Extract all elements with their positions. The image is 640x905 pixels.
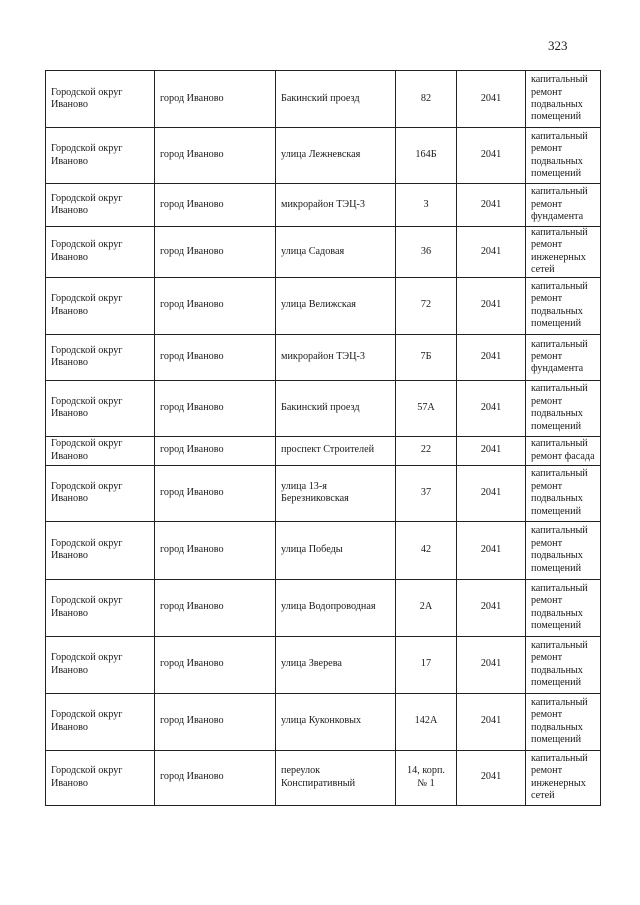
street-cell: улица Куконковых <box>276 693 396 750</box>
house-number-cell: 72 <box>396 277 457 334</box>
year-cell: 2041 <box>457 436 526 465</box>
table-row <box>46 521 601 579</box>
okrug-cell: Городской округ Иваново <box>46 465 155 521</box>
work-type-cell: капитальный ремонт подвальных помещений <box>526 521 601 579</box>
city-cell: город Иваново <box>155 128 276 184</box>
repair-schedule-table <box>45 70 601 806</box>
house-number-cell: 37 <box>396 465 457 521</box>
okrug-cell: Городской округ Иваново <box>46 380 155 436</box>
okrug-cell: Городской округ Иваново <box>46 334 155 380</box>
work-type-cell: капитальный ремонт фундамента <box>526 184 601 227</box>
okrug-cell: Городской округ Иваново <box>46 71 155 128</box>
street-cell: Бакинский проезд <box>276 71 396 128</box>
okrug-cell: Городской округ Иваново <box>46 277 155 334</box>
year-cell: 2041 <box>457 277 526 334</box>
table-row <box>46 380 601 436</box>
city-cell: город Иваново <box>155 750 276 805</box>
work-type-cell: капитальный ремонт подвальных помещений <box>526 128 601 184</box>
year-cell: 2041 <box>457 465 526 521</box>
house-number-cell: 3 <box>396 184 457 227</box>
okrug-cell: Городской округ Иваново <box>46 436 155 465</box>
street-cell: улица Лежневская <box>276 128 396 184</box>
house-number-cell: 2А <box>396 579 457 636</box>
year-cell: 2041 <box>457 693 526 750</box>
street-cell: переулок Конспиративный <box>276 750 396 805</box>
table-row <box>46 465 601 521</box>
house-number-cell: 42 <box>396 521 457 579</box>
table-row <box>46 693 601 750</box>
okrug-cell: Городской округ Иваново <box>46 750 155 805</box>
table-row <box>46 227 601 278</box>
street-cell: улица Зверева <box>276 636 396 693</box>
city-cell: город Иваново <box>155 521 276 579</box>
city-cell: город Иваново <box>155 636 276 693</box>
okrug-cell: Городской округ Иваново <box>46 693 155 750</box>
year-cell: 2041 <box>457 71 526 128</box>
okrug-cell: Городской округ Иваново <box>46 227 155 278</box>
okrug-cell: Городской округ Иваново <box>46 636 155 693</box>
year-cell: 2041 <box>457 128 526 184</box>
work-type-cell: капитальный ремонт подвальных помещений <box>526 71 601 128</box>
work-type-cell: капитальный ремонт подвальных помещений <box>526 277 601 334</box>
house-number-cell: 14, корп. № 1 <box>396 750 457 805</box>
year-cell: 2041 <box>457 579 526 636</box>
year-cell: 2041 <box>457 380 526 436</box>
house-number-cell: 164Б <box>396 128 457 184</box>
table-row <box>46 334 601 380</box>
table-row <box>46 436 601 465</box>
street-cell: улица Велижская <box>276 277 396 334</box>
house-number-cell: 22 <box>396 436 457 465</box>
city-cell: город Иваново <box>155 184 276 227</box>
okrug-cell: Городской округ Иваново <box>46 521 155 579</box>
house-number-cell: 57А <box>396 380 457 436</box>
city-cell: город Иваново <box>155 693 276 750</box>
year-cell: 2041 <box>457 227 526 278</box>
street-cell: улица Водопроводная <box>276 579 396 636</box>
city-cell: город Иваново <box>155 71 276 128</box>
table-row <box>46 579 601 636</box>
city-cell: город Иваново <box>155 380 276 436</box>
work-type-cell: капитальный ремонт инженерных сетей <box>526 750 601 805</box>
year-cell: 2041 <box>457 750 526 805</box>
okrug-cell: Городской округ Иваново <box>46 128 155 184</box>
okrug-cell: Городской округ Иваново <box>46 184 155 227</box>
house-number-cell: 82 <box>396 71 457 128</box>
house-number-cell: 7Б <box>396 334 457 380</box>
table-row <box>46 71 601 128</box>
city-cell: город Иваново <box>155 277 276 334</box>
table-row <box>46 184 601 227</box>
city-cell: город Иваново <box>155 334 276 380</box>
street-cell: проспект Строителей <box>276 436 396 465</box>
city-cell: город Иваново <box>155 579 276 636</box>
city-cell: город Иваново <box>155 227 276 278</box>
okrug-cell: Городской округ Иваново <box>46 579 155 636</box>
work-type-cell: капитальный ремонт инженерных сетей <box>526 227 601 278</box>
table-row <box>46 636 601 693</box>
table-row <box>46 277 601 334</box>
street-cell: улица Садовая <box>276 227 396 278</box>
city-cell: город Иваново <box>155 465 276 521</box>
street-cell: улица 13-я Березниковская <box>276 465 396 521</box>
table-row <box>46 750 601 805</box>
city-cell: город Иваново <box>155 436 276 465</box>
year-cell: 2041 <box>457 184 526 227</box>
work-type-cell: капитальный ремонт подвальных помещений <box>526 380 601 436</box>
street-cell: микрорайон ТЭЦ-3 <box>276 334 396 380</box>
work-type-cell: капитальный ремонт фундамента <box>526 334 601 380</box>
work-type-cell: капитальный ремонт подвальных помещений <box>526 579 601 636</box>
work-type-cell: капитальный ремонт фасада <box>526 436 601 465</box>
work-type-cell: капитальный ремонт подвальных помещений <box>526 465 601 521</box>
year-cell: 2041 <box>457 521 526 579</box>
street-cell: улица Победы <box>276 521 396 579</box>
page-number: 323 <box>548 38 568 53</box>
house-number-cell: 36 <box>396 227 457 278</box>
table-row <box>46 128 601 184</box>
house-number-cell: 142А <box>396 693 457 750</box>
year-cell: 2041 <box>457 334 526 380</box>
house-number-cell: 17 <box>396 636 457 693</box>
work-type-cell: капитальный ремонт подвальных помещений <box>526 693 601 750</box>
year-cell: 2041 <box>457 636 526 693</box>
work-type-cell: капитальный ремонт подвальных помещений <box>526 636 601 693</box>
street-cell: микрорайон ТЭЦ-3 <box>276 184 396 227</box>
street-cell: Бакинский проезд <box>276 380 396 436</box>
